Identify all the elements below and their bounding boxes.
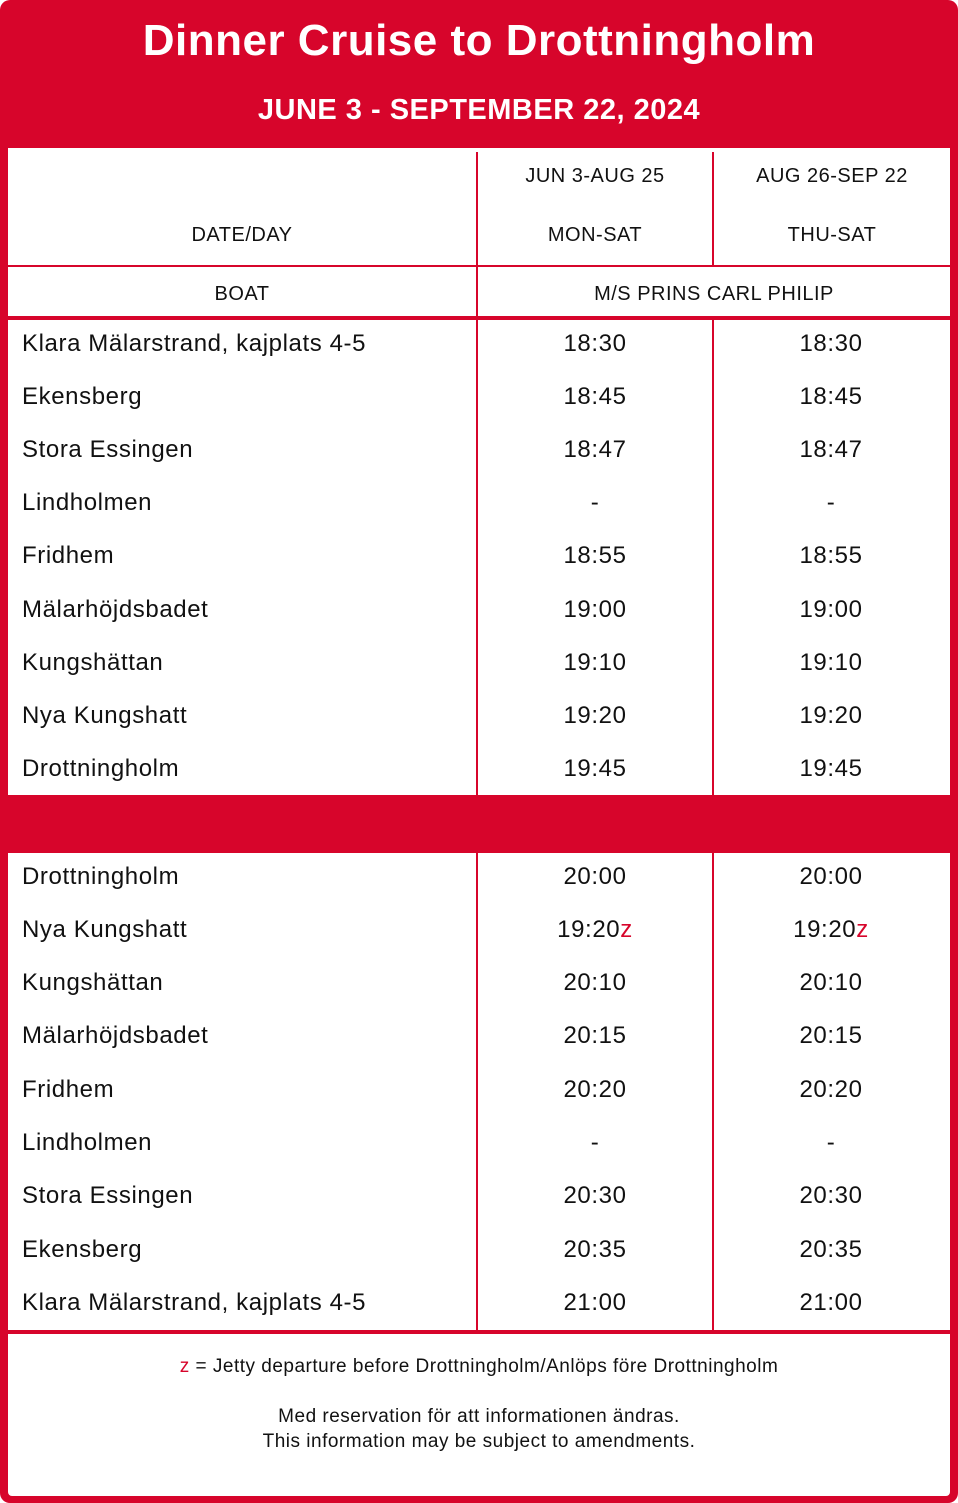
departure-time-col2: 18:30 [799,330,863,357]
departure-time-col2: 19:45 [799,755,863,782]
departure-time-col1: - [590,489,600,516]
departure-time-col1: 20:35 [563,1236,627,1263]
season-dates: JUNE 3 - SEPTEMBER 22, 2024 [257,94,701,126]
departure-time-col2: - [826,489,836,516]
departure-time-col2: 20:20 [799,1076,863,1103]
col1-days: MON-SAT [547,224,643,246]
schedule-row [8,479,950,532]
stop-name: Nya Kungshatt [22,916,188,943]
schedule-row [8,1119,950,1172]
departure-time-col2: 20:10 [799,969,863,996]
jetty-mark: z [856,916,869,943]
schedule-row [8,320,950,373]
departure-time-col2: 19:20z [793,916,869,943]
departure-time-col2: 20:15 [799,1022,863,1049]
col2-days: THU-SAT [787,224,877,246]
schedule-row [8,426,950,479]
departure-time-col2: 19:20 [799,702,863,729]
schedule-row [8,1279,950,1332]
departure-time-col1: 20:30 [563,1182,627,1209]
stop-name: Fridhem [22,1076,115,1103]
departure-time-col2: - [826,1129,836,1156]
schedule-row [8,1066,950,1119]
departure-time-col1: 19:20 [563,702,627,729]
schedule-row [8,959,950,1012]
schedule-row [8,692,950,745]
departure-time-col1: 19:00 [563,596,627,623]
stop-name: Nya Kungshatt [22,702,188,729]
stop-name: Klara Mälarstrand, kajplats 4-5 [22,1289,367,1316]
stop-name: Kungshättan [22,969,164,996]
stop-name: Stora Essingen [22,436,194,463]
departure-time-col2: 18:45 [799,383,863,410]
schedule-row [8,586,950,639]
legend-mark: z [179,1356,190,1377]
departure-time-col1: 19:10 [563,649,627,676]
departure-time-col2: 20:00 [799,863,863,890]
schedule-row [8,1012,950,1065]
departure-time-col2: 21:00 [799,1289,863,1316]
column-header [8,148,950,316]
disclaimer-swedish: Med reservation för att informationen ändras. [278,1406,680,1427]
departure-time-col2: 19:00 [799,596,863,623]
stop-name: Kungshättan [22,649,164,676]
col2-dates: AUG 26-SEP 22 [756,165,908,187]
departure-time-col1: 21:00 [563,1289,627,1316]
stop-name: Mälarhöjdsbadet [22,1022,209,1049]
stop-name: Lindholmen [22,1129,153,1156]
stop-name: Fridhem [22,542,115,569]
stop-name: Stora Essingen [22,1182,194,1209]
departure-time-col1: 18:45 [563,383,627,410]
footer-notes [8,1334,950,1496]
page-title: Dinner Cruise to Drottningholm [142,16,816,65]
departure-time-col2: 18:47 [799,436,863,463]
schedule-row [8,532,950,585]
schedule-row [8,1226,950,1279]
stop-name: Drottningholm [22,863,180,890]
departure-time-col1: 20:20 [563,1076,627,1103]
departure-time-col1: 19:45 [563,755,627,782]
departure-time-col2: 20:35 [799,1236,863,1263]
outbound-schedule [8,320,950,795]
schedule-row [8,906,950,959]
departure-time-col1: 20:10 [563,969,627,996]
stop-name: Mälarhöjdsbadet [22,596,209,623]
stop-name: Ekensberg [22,1236,143,1263]
return-schedule [8,853,950,1330]
stop-name: Drottningholm [22,755,180,782]
schedule-row [8,373,950,426]
departure-time-col1: 18:47 [563,436,627,463]
departure-time-col2: 20:30 [799,1182,863,1209]
schedule-row [8,745,950,798]
departure-time-col2: 19:10 [799,649,863,676]
boat-name: M/S PRINS CARL PHILIP [594,283,834,305]
col1-dates: JUN 3-AUG 25 [525,165,665,187]
schedule-row [8,1172,950,1225]
legend-text: = Jetty departure before Drottningholm/Anlöps före Drottningholm [189,1356,779,1377]
schedule-row [8,639,950,692]
departure-time-col1: 20:00 [563,863,627,890]
legend-note [8,1356,950,1378]
departure-time-col1: 19:20z [557,916,633,943]
departure-time-col1: - [590,1129,600,1156]
stop-name: Lindholmen [22,489,153,516]
boat-label: BOAT [214,283,270,305]
stop-name: Ekensberg [22,383,143,410]
jetty-mark: z [620,916,633,943]
date-day-label: DATE/DAY [191,224,293,246]
departure-time-col1: 18:55 [563,542,627,569]
header-divider [8,265,950,267]
departure-time-col2: 18:55 [799,542,863,569]
schedule-row [8,853,950,906]
departure-time-col1: 18:30 [563,330,627,357]
departure-time-col1: 20:15 [563,1022,627,1049]
disclaimer-english: This information may be subject to amendments. [262,1431,696,1452]
stop-name: Klara Mälarstrand, kajplats 4-5 [22,330,367,357]
